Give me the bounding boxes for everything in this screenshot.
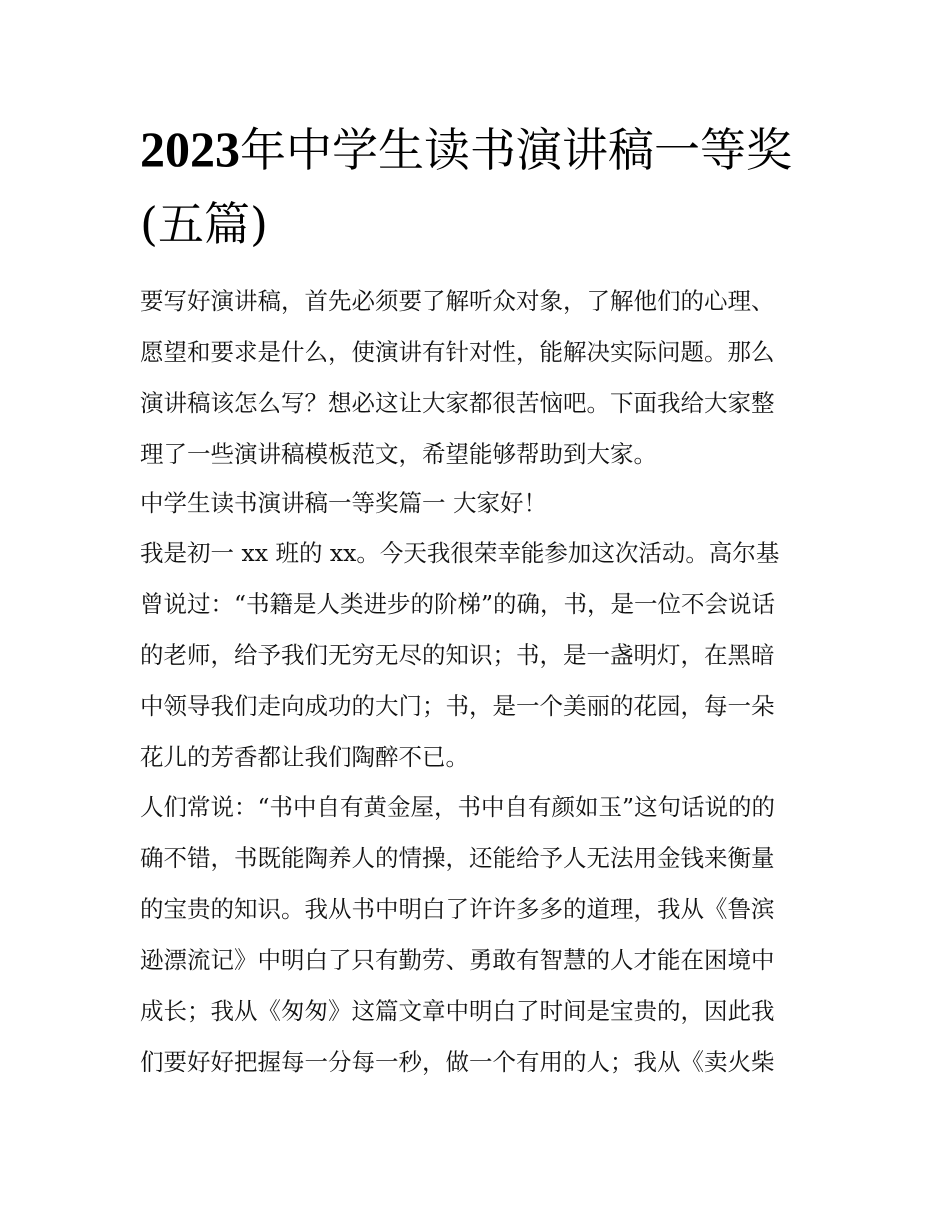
text-line: 成长；我从《匆匆》这篇文章中明白了时间是宝贵的，因此我 (140, 997, 775, 1025)
text-line: 中领导我们走向成功的大门；书，是一个美丽的花园，每一朵 (140, 692, 775, 720)
paragraph-2 (140, 782, 820, 1088)
text-line: 理了一些演讲稿模板范文，希望能够帮助到大家。 (140, 440, 657, 468)
text-line: 花儿的芳香都让我们陶醉不已。 (140, 743, 469, 771)
title-text: 年中学生读书演讲稿一等奖(五篇) (140, 123, 792, 251)
intro-paragraph (140, 276, 820, 480)
text-line: 逊漂流记》中明白了只有勤劳、勇敢有智慧的人才能在困境中 (140, 946, 775, 974)
text-line: 我是初一 xx 班的 xx。今天我很荣幸能参加这次活动。高尔基 (140, 539, 780, 567)
text-line: 愿望和要求是什么，使演讲有针对性，能解决实际问题。那么 (140, 338, 775, 366)
section-heading (140, 478, 820, 529)
text-line: 们要好好把握每一分每一秒，做一个有用的人；我从《卖火柴 (140, 1048, 775, 1076)
paragraph-1 (140, 528, 820, 783)
text-line: 人们常说：“书中自有黄金屋，书中自有颜如玉”这句话说的的 (140, 793, 776, 821)
text-line: 演讲稿该怎么写？想必这让大家都很苦恼吧。下面我给大家整 (140, 389, 775, 417)
text-line: 曾说过：“书籍是人类进步的阶梯”的确，书，是一位不会说话 (140, 590, 776, 618)
document-title (140, 112, 820, 261)
text-line: 的老师，给予我们无穷无尽的知识；书，是一盏明灯，在黑暗 (140, 641, 775, 669)
title-year: 2023 (140, 121, 240, 177)
text-line: 确不错，书既能陶养人的情操，还能给予人无法用金钱来衡量 (140, 844, 775, 872)
text-line: 的宝贵的知识。我从书中明白了许许多多的道理，我从《鲁滨 (140, 895, 775, 923)
text-line: 中学生读书演讲稿一等奖篇一 大家好！ (140, 489, 547, 517)
text-line: 要写好演讲稿，首先必须要了解听众对象，了解他们的心理、 (140, 287, 775, 315)
